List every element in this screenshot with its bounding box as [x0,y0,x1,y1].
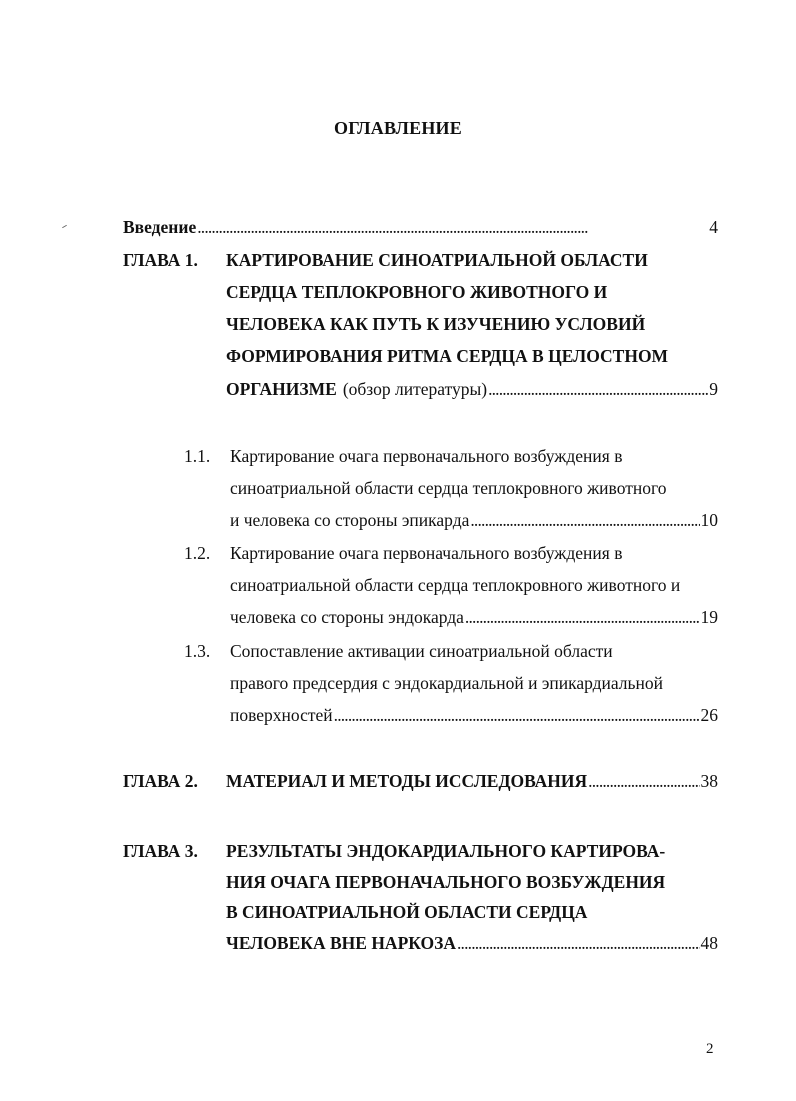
toc-entry-chapter-2[interactable] [226,768,718,794]
section-1-3-last-line[interactable] [230,702,718,728]
chapter-3-title-line: ЧЕЛОВЕКА ВНЕ НАРКОЗА [226,933,456,953]
toc-page-number: 26 [700,705,718,725]
chapter-1-title-line[interactable]: КАРТИРОВАНИЕ СИНОАТРИАЛЬНОЙ ОБЛАСТИ [226,250,648,270]
dot-leader [334,702,700,728]
toc-page-number: 38 [700,771,718,791]
section-1-1-line[interactable]: синоатриальной области сердца теплокровного животного [230,478,667,498]
section-1-1-number: 1.1. [184,446,211,466]
dot-leader [470,507,699,533]
scan-mark [62,225,67,228]
chapter-1-title-line: ОРГАНИЗМЕ [226,379,337,399]
section-1-1-line[interactable]: Картирование очага первоначального возбуждения в [230,446,623,466]
chapter-3-title-line[interactable]: В СИНОАТРИАЛЬНОЙ ОБЛАСТИ СЕРДЦА [226,902,588,922]
section-1-1-line: и человека со стороны эпикарда [230,510,470,530]
section-1-3-line: поверхностей [230,705,333,725]
chapter-1-label: ГЛАВА 1. [123,250,198,270]
chapter-3-title-line[interactable]: НИЯ ОЧАГА ПЕРВОНАЧАЛЬНОГО ВОЗБУЖДЕНИЯ [226,872,666,892]
toc-entry-title: Введение [123,217,197,237]
chapter-1-last-line[interactable] [226,376,718,402]
section-1-2-line[interactable]: Картирование очага первоначального возбуждения в [230,543,623,563]
section-1-3-line[interactable]: Сопоставление активации синоатриальной области [230,641,613,661]
chapter-2-title: МАТЕРИАЛ И МЕТОДЫ ИССЛЕДОВАНИЯ [226,771,588,791]
dot-leader [588,768,699,794]
dot-leader [488,376,708,402]
chapter-3-title-line[interactable]: РЕЗУЛЬТАТЫ ЭНДОКАРДИАЛЬНОГО КАРТИРОВА- [226,841,666,861]
chapter-1-title-line[interactable]: ЧЕЛОВЕКА КАК ПУТЬ К ИЗУЧЕНИЮ УСЛОВИЙ [226,314,646,334]
chapter-1-title-line[interactable]: ФОРМИРОВАНИЯ РИТМА СЕРДЦА В ЦЕЛОСТНОМ [226,346,669,366]
page-number: 2 [706,1041,714,1057]
section-1-3-number: 1.3. [184,641,211,661]
chapter-2-label: ГЛАВА 2. [123,771,198,791]
chapter-1-title-line[interactable]: СЕРДЦА ТЕПЛОКРОВНОГО ЖИВОТНОГО И [226,282,608,302]
chapter-3-last-line[interactable] [226,930,718,956]
dot-leader [457,930,700,956]
section-1-1-last-line[interactable] [230,507,718,533]
chapter-3-label: ГЛАВА 3. [123,841,198,861]
section-1-3-line[interactable]: правого предсердия с эндокардиальной и эпикардиальной [230,673,664,693]
section-1-2-number: 1.2. [184,543,211,563]
section-1-2-last-line[interactable] [230,604,718,630]
section-1-2-line: человека со стороны эндокарда [230,607,464,627]
section-1-2-line[interactable]: синоатриальной области сердца теплокровного животного и [230,575,681,595]
page-title: ОГЛАВЛЕНИЕ [334,118,462,138]
toc-page-number: 19 [700,607,718,627]
toc-entry-intro[interactable] [123,214,718,240]
toc-page-number: 48 [700,933,718,953]
toc-page-number: 9 [709,379,718,399]
dot-leader [465,604,700,630]
dot-leader [197,214,708,240]
toc-page-number: 10 [700,510,718,530]
chapter-1-suffix: (обзор литературы) [342,379,488,399]
toc-page-number: 4 [709,217,718,237]
